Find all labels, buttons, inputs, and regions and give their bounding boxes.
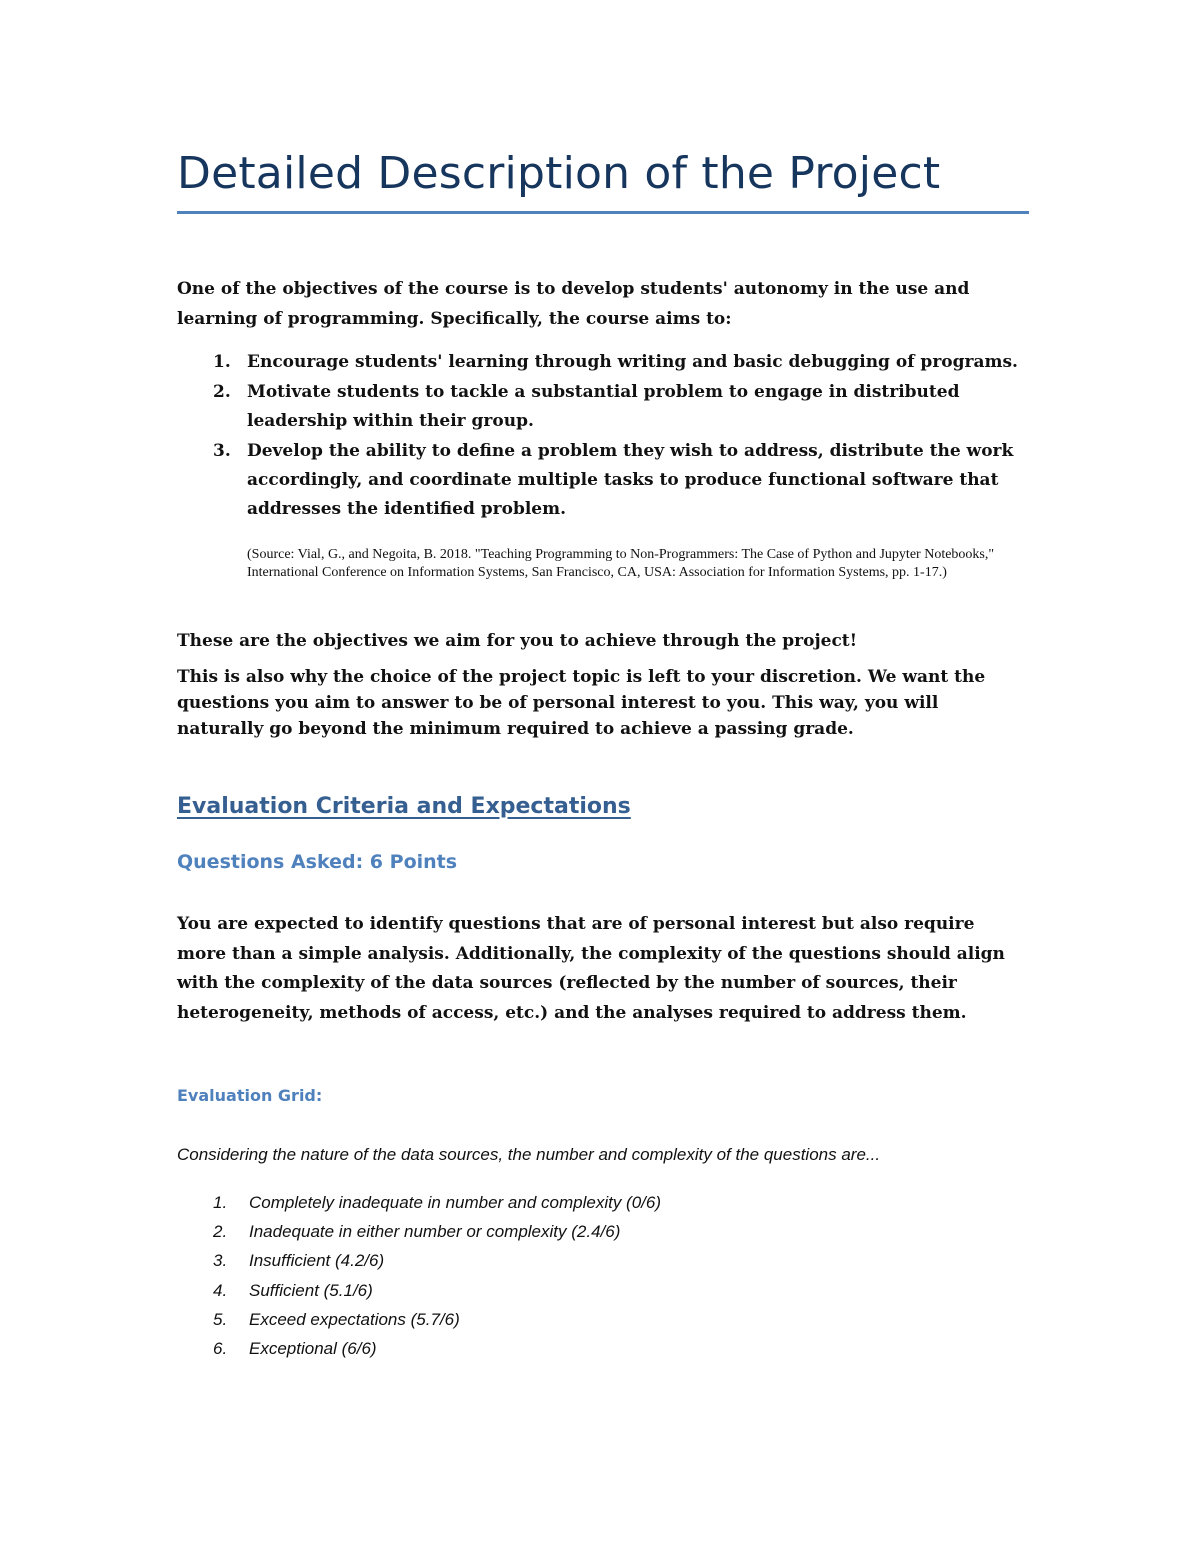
list-item [177,1276,1029,1305]
list-number: 3. [213,441,231,461]
list-item-text: Insufficient (4.2/6) [249,1251,385,1271]
source-citation: (Source: Vial, G., and Negoita, B. 2018. "Teaching Programming to Non-Programmers: The Case of Python and Jupyter Notebooks," International Conference on Information Systems, San Francisco, CA, USA: Association for Information Systems, pp. 1-17.) [247,547,995,580]
grid-intro: Considering the nature of the data sources, the number and complexity of the questions are... [177,1145,881,1164]
document-title: Detailed Description of the Project [177,148,941,199]
list-item [177,437,1029,524]
list-item [177,378,1029,436]
objectives-list [177,348,1029,524]
questions-heading: Questions Asked: 6 Points [177,851,458,873]
list-item-text: Develop the ability to define a problem they wish to address, distribute the work accordingly, and coordinate multiple tasks to produce functional software that addresses the identified problem. [247,441,1014,519]
list-item-text: Sufficient (5.1/6) [249,1280,373,1300]
list-item [177,348,1029,377]
list-item [177,1334,1029,1363]
list-number: 3. [213,1251,228,1271]
list-item [177,1217,1029,1246]
list-number: 2. [213,382,231,402]
list-number: 1. [213,352,231,372]
list-item [177,1188,1029,1217]
objectives-statement: These are the objectives we aim for you to achieve through the project! [177,631,858,651]
list-item [177,1246,1029,1275]
list-item-text: Encourage students' learning through writing and basic debugging of programs. [247,352,1018,372]
list-item-text: Exceptional (6/6) [249,1339,377,1359]
list-number: 2. [213,1222,228,1242]
list-item-text: Exceed expectations (5.7/6) [249,1309,460,1329]
list-item [177,1305,1029,1334]
list-number: 4. [213,1280,228,1300]
document-content [177,145,1029,1363]
questions-paragraph: You are expected to identify questions that are of personal interest but also require more than a simple analysis. Additionally, the complexity of the questions should align with the complexity of the data sources (reflected by the number of sources, their heterogeneity, methods of access, etc.) and the analyses required to address them. [177,914,1005,1023]
grid-heading: Evaluation Grid: [177,1086,323,1105]
list-item-text: Completely inadequate in number and complexity (0/6) [249,1193,662,1212]
list-number: 1. [213,1193,228,1212]
list-number: 6. [213,1339,228,1359]
list-item-text: Motivate students to tackle a substantial problem to engage in distributed leadership within their group. [247,382,960,431]
title-divider [177,211,1029,214]
evaluation-grid-list [177,1188,1029,1363]
intro-paragraph: One of the objectives of the course is to develop students' autonomy in the use and learning of programming. Specifically, the course aims to: [177,279,970,329]
list-number: 5. [213,1309,228,1329]
evaluation-heading: Evaluation Criteria and Expectations [177,794,631,819]
list-item-text: Inadequate in either number or complexity (2.4/6) [249,1222,621,1242]
discretion-paragraph: This is also why the choice of the project topic is left to your discretion. We want the questions you aim to answer to be of personal interest to you. This way, you will naturally go beyond the minimum required to achieve a passing grade. [177,667,986,739]
